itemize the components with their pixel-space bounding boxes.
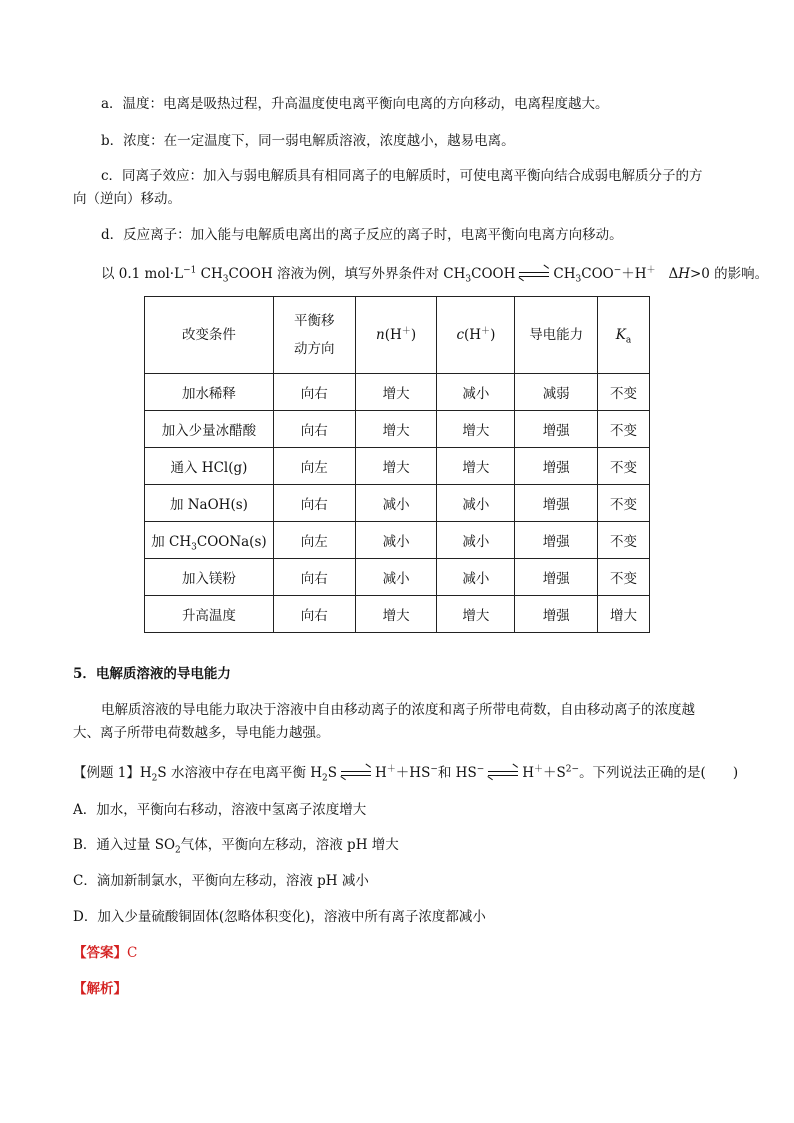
table-row [145,448,650,485]
cell-direction: 向右 [273,485,355,522]
header-ka: $K_a$ [598,297,650,374]
option-a: A．加水，平衡向右移动，溶液中氢离子浓度增大 [73,802,367,818]
cell-n: 减小 [355,485,437,522]
header-conductivity: 导电能力 [515,297,598,374]
paragraph-temperature: a．温度：电离是吸热过程，升高温度使电离平衡向电离的方向移动，电离程度越大。 [101,96,609,112]
cell-c: 减小 [437,522,515,559]
table-row [145,374,650,411]
header-c-h: c(H＋) [437,297,515,374]
cell-direction: 向右 [273,596,355,633]
cell-direction: 向右 [273,559,355,596]
paragraph-common-ion-line1: c．同离子效应：加入与弱电解质具有相同离子的电解质时，可使电离平衡向结合成弱电解质分子的方 [101,168,703,184]
equilibrium-arrow-icon [341,769,371,779]
table-row [145,596,650,633]
cell-conductivity: 减弱 [515,374,598,411]
table-row [145,559,650,596]
cell-condition: 加 NaOH(s) [145,485,274,522]
cell-n: 增大 [355,448,437,485]
cell-conductivity: 增强 [515,559,598,596]
header-condition: 改变条件 [145,297,274,374]
cell-ka: 不变 [598,485,650,522]
table-row [145,485,650,522]
cell-direction: 向左 [273,522,355,559]
cell-direction: 向左 [273,448,355,485]
section-5-body-line1: 电解质溶液的导电能力取决于溶液中自由移动离子的浓度和离子所带电荷数，自由移动离子的浓度越 [101,702,695,718]
cell-conductivity: 增强 [515,411,598,448]
equilibrium-arrow-icon [488,769,518,779]
cell-condition: 加入镁粉 [145,559,274,596]
cell-ka: 不变 [598,559,650,596]
section-5-body-line2: 大、离子所带电荷数越多，导电能力越强。 [73,725,330,741]
answer: 【答案】C [73,945,138,961]
cell-condition: 加入少量冰醋酸 [145,411,274,448]
cell-ka: 不变 [598,448,650,485]
cell-conductivity: 增强 [515,485,598,522]
cell-c: 减小 [437,559,515,596]
table-row [145,411,650,448]
cell-direction: 向右 [273,411,355,448]
cell-ka: 不变 [598,522,650,559]
cell-c: 增大 [437,448,515,485]
cell-conductivity: 增强 [515,596,598,633]
cell-conductivity: 增强 [515,448,598,485]
cell-n: 增大 [355,411,437,448]
cell-n: 减小 [355,522,437,559]
table-header-row [145,297,650,374]
paragraph-common-ion-line2: 向（逆向）移动。 [73,191,181,207]
table-row [145,522,650,559]
paragraph-concentration: b．浓度：在一定温度下，同一弱电解质溶液，浓度越小，越易电离。 [101,133,515,149]
cell-ka: 不变 [598,411,650,448]
cell-direction: 向右 [273,374,355,411]
cell-n: 减小 [355,559,437,596]
example-question: 【例题 1】$H_2S$ 水溶液中存在电离平衡 $H_2S$ H＋＋HS−和 HS− $H^++S^{2-}$。下列说法正确的是( ) [73,764,739,784]
condition-effects-table [144,296,650,633]
cell-conductivity: 增强 [515,522,598,559]
option-d: D．加入少量硫酸铜固体(忽略体积变化)，溶液中所有离子浓度都减小 [73,909,486,925]
intro-sentence: 以 0.1 $mol\cdot L^{-1}$ $CH_3COOH$ 溶液为例，填写外界条件对 $CH_3COOH$ $CH_3COO^-+H^+$ ΔH>0 的影响。 [101,265,769,285]
cell-ka: 增大 [598,596,650,633]
cell-n: 增大 [355,596,437,633]
option-b: B．通入过量 $SO_2$气体，平衡向左移动，溶液 pH 增大 [73,837,399,856]
section-5-title: 5．电解质溶液的导电能力 [73,666,231,682]
cell-c: 减小 [437,374,515,411]
cell-condition: 加水稀释 [145,374,274,411]
cell-ka: 不变 [598,374,650,411]
cell-c: 增大 [437,596,515,633]
cell-c: 减小 [437,485,515,522]
option-c: C．滴加新制氯水，平衡向左移动，溶液 pH 减小 [73,873,369,889]
cell-condition: 升高温度 [145,596,274,633]
cell-n: 增大 [355,374,437,411]
analysis-label: 【解析】 [73,981,127,997]
header-n-h: n(H＋) [355,297,437,374]
cell-condition: 加 $CH_3COONa(s)$ [145,522,274,559]
cell-c: 增大 [437,411,515,448]
equilibrium-arrow-icon [519,270,549,280]
cell-condition: 通入 HCl(g) [145,448,274,485]
header-direction: 平衡移 动方向 [273,297,355,374]
paragraph-reacting-ion: d．反应离子：加入能与电解质电离出的离子反应的离子时，电离平衡向电离方向移动。 [101,227,623,243]
